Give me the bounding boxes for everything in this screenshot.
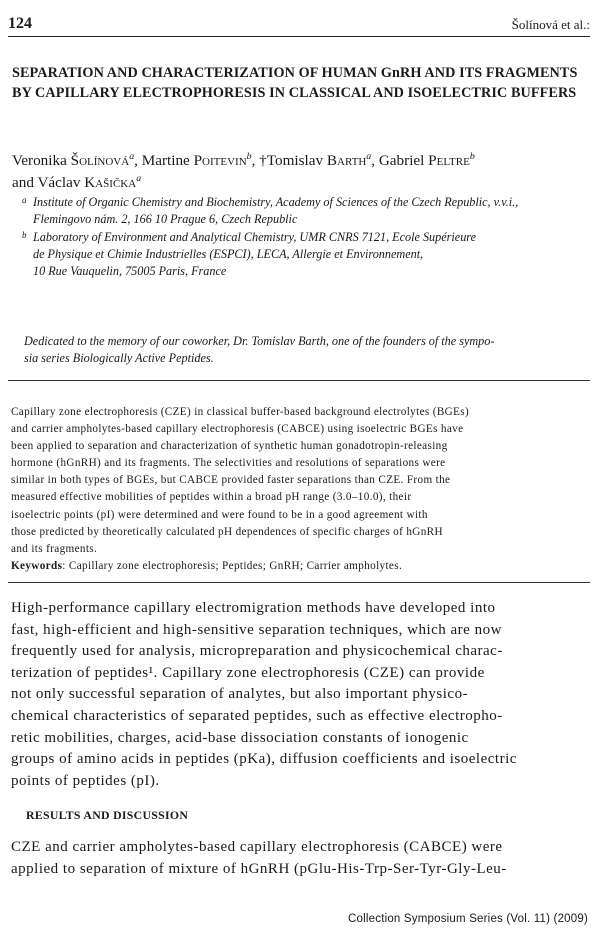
affiliation-line: de Physique et Chimie Industrielles (ESPCI), LECA, Allergie et Environnement, [33, 247, 424, 261]
body-line: CZE and carrier ampholytes-based capillary electrophoresis (CABCE) were [11, 839, 503, 855]
section-heading: RESULTS AND DISCUSSION [26, 808, 189, 822]
keywords-label: Keywords [11, 559, 63, 572]
abstract [11, 404, 588, 575]
keywords-text: : Capillary zone electrophoresis; Peptides; GnRH; Carrier ampholytes. [62, 559, 403, 572]
page-number: 124 [8, 15, 32, 32]
affiliation-line: Flemingovo nám. 2, 166 10 Prague 6, Czech Republic [33, 212, 298, 226]
affiliation-mark: b [22, 230, 27, 240]
body-line: chemical characteristics of separated peptides, such as effective electropho- [11, 707, 503, 724]
affiliation-mark: a [22, 195, 27, 205]
body-line: frequently used for analysis, micropreparation and physicochemical charac- [11, 643, 503, 660]
page-header [8, 14, 590, 37]
body-line: points of peptides (pI). [11, 772, 160, 789]
affiliation-b [22, 229, 588, 280]
affiliation-line: Institute of Organic Chemistry and Biochemistry, Academy of Sciences of the Czech Republic, v.v.i., [33, 195, 519, 209]
author: †Tomislav Barth$^a$, [259, 150, 379, 169]
abstract-line: and carrier ampholytes-based capillary electrophoresis (CABCE) using isoelectric BGEs have [11, 423, 464, 436]
body-line: groups of amino acids in peptides (pKa), diffusion coefficients and isoelectric [11, 751, 517, 768]
abstract-line: those predicted by theoretically calculated pH dependences of specific charges of hGnRH [11, 525, 443, 538]
results-paragraph [11, 836, 588, 880]
author-list [12, 150, 588, 194]
running-head: Šolínová et al.: [511, 17, 590, 32]
body-line: applied to separation of mixture of hGnRH (pGlu-His-Trp-Ser-Tyr-Gly-Leu- [11, 861, 507, 877]
abstract-line: isoelectric points (pI) were determined and were found to be in a good agreement with [11, 508, 428, 521]
affiliations [22, 194, 588, 281]
keywords [11, 558, 588, 575]
dedication-line: sia series Biologically Active Peptides. [24, 351, 214, 365]
affiliation-a [22, 194, 588, 228]
divider-rule [8, 582, 590, 583]
abstract-line: similar in both types of BGEs, but CABCE provided faster separations than CZE. From the [11, 474, 451, 487]
abstract-line: measured effective mobilities of peptides within a broad pH range (3.0–10.0), their [11, 491, 412, 504]
article-title: SEPARATION AND CHARACTERIZATION OF HUMAN GnRH AND ITS FRAGMENTS BY CAPILLARY ELECTROPHORESIS IN CLASSICAL AND ISOELECTRIC BUFFERS [12, 65, 578, 101]
abstract-line: been applied to separation and characterization of synthetic human gonadotropin-releasing [11, 440, 448, 453]
author: Gabriel Peltre$^b$ [378, 150, 475, 169]
abstract-line: hormone (hGnRH) and its fragments. The selectivities and resolutions of separations were [11, 457, 446, 470]
affiliation-line: 10 Rue Vauquelin, 75005 Paris, France [33, 264, 227, 278]
dedication [24, 333, 584, 367]
author: Martine Poitevin$^b$, [141, 150, 260, 169]
divider-rule [8, 380, 590, 381]
author: and Václav Kašička$^a$ [12, 172, 142, 191]
introduction-paragraph [11, 598, 588, 792]
body-line: High-performance capillary electromigration methods have developed into [11, 600, 496, 616]
abstract-line: Capillary zone electrophoresis (CZE) in classical buffer-based background electrolytes (BGEs) [11, 406, 470, 418]
dedication-line: Dedicated to the memory of our coworker, Dr. Tomislav Barth, one of the founders of the sympo- [24, 334, 495, 348]
abstract-line: and its fragments. [11, 542, 98, 555]
affiliation-line: Laboratory of Environment and Analytical Chemistry, UMR CNRS 7121, Ecole Supérieure [33, 230, 476, 244]
author: Veronika Šolínová$^a$, [12, 150, 142, 169]
body-line: not only successful separation of analytes, but also important physico- [11, 686, 469, 703]
body-line: terization of peptides¹. Capillary zone electrophoresis (CZE) can provide [11, 664, 485, 681]
page-footer: Collection Symposium Series (Vol. 11) (2009) [348, 913, 588, 925]
body-line: fast, high-efficient and high-sensitive separation techniques, which are now [11, 621, 502, 638]
body-line: retic mobilities, charges, acid-base dissociation constants of ionogenic [11, 729, 469, 746]
